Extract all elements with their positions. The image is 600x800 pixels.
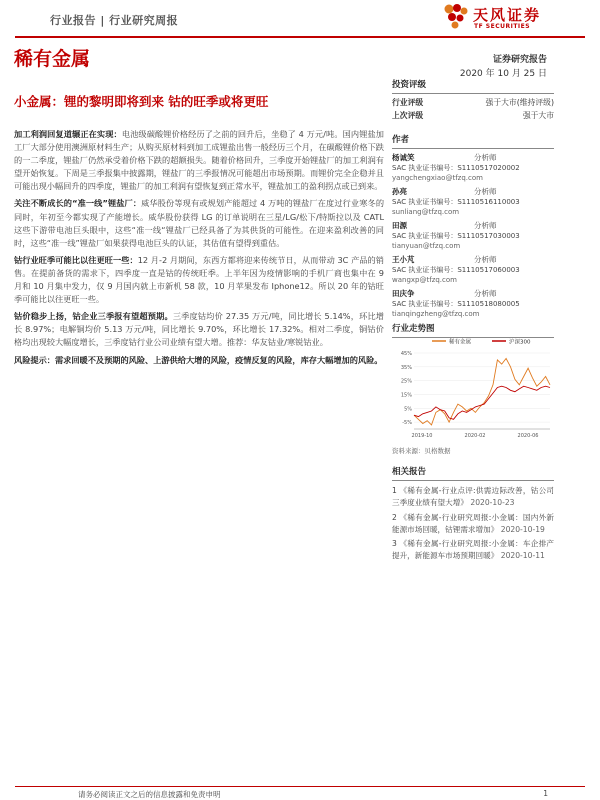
paragraph: 加工利润回复道辗正在实现：电池级碳酸锂价格经历了之前的回升后，坐稳了 4 万元/吨。国内锂盐加工厂大部分使用澳洲原材料生产；从购买原材料到加工成锂盐出售一般经历三个月，在碳酸锂价格下跌的一二季度，锂盐厂仍然承受着价格下跌的超额损失。随着价格回升，三季度开始锂盐厂的加工利润有望开始恢复。下周是三季报集中披露期，锂盐厂的三季报情况可能超出市场预期。而锂价完全企稳并且可能出现小幅回升的四季度，锂盐厂的加工利润有望恢复到正常水平，锂盐加工的盈利拐点或已到来。 (14, 129, 384, 192)
related-heading: 相关报告 (392, 465, 554, 481)
report-body (14, 128, 384, 371)
related-title: 《稀有金属-行业研究周报:小金属：车企排产提升，新能源车市场预期回暖》 (392, 539, 555, 561)
paragraph: 钴行业旺季可能比以往更旺一些：12 月-2 月期间，东西方都将迎来传统节日，从而带动 3C 产品的销售。在提前备货的需求下，四季度一直是钴的传统旺季。上半年因为疫情影响的手机厂商也集中在 9 月和 10 月集中发力，仅 9 月国内就上市新机 58 款，10 月苹果发布 Iphone12。所以 20 年的钴旺季可能比以往更旺一些。 (14, 254, 384, 305)
analyst-name: 孙亮 (392, 187, 407, 196)
legend-label: 稀有金属 (449, 339, 472, 346)
paragraph: 关注不断成长的“准一线”锂盐厂：威华股份等现有或规划产能超过 4 万吨的锂盐厂在度过行业寒冬的同时，年初至今都实现了产能增长。威华股份获得 LG 的订单说明在三星/LG/松下/特斯拉以及 CATL 这些下游带电池巨头眼中，这些“准一线“锂盐厂已经具备了为其供货的可能性。在迎来盈利改善的同时，这些“准一线”锂盐厂如果获得电池巨头的认证，其估值有望得到重估。 (14, 198, 385, 248)
analyst-email[interactable]: tianqingzheng@tfzq.com (392, 310, 480, 318)
report-type: 证券研究报告 (492, 55, 547, 65)
analyst-role: 分析师 (474, 153, 497, 162)
logo-icon (443, 3, 469, 29)
rating-heading: 投资评级 (392, 78, 554, 94)
related-date: 2020-10-19 (500, 524, 545, 534)
analyst-role: 分析师 (474, 289, 497, 298)
rating-panel (392, 78, 554, 122)
analyst-email[interactable]: sunliang@tfzq.com (392, 208, 460, 216)
logo-text-en: TF SECURITIES (474, 23, 531, 30)
analyst-entry (392, 221, 554, 251)
footer-divider (15, 786, 585, 787)
x-tick-label: 2019-10 (411, 433, 433, 439)
report-category: 行业报告 | 行业研究周报 (50, 14, 179, 27)
y-tick-label: 45% (400, 351, 412, 357)
analyst-role: 分析师 (474, 187, 497, 196)
page-number: 1 (543, 789, 548, 798)
legend-label: 沪深300 (509, 339, 531, 346)
industry-rating: 行业评级 强于大市(维持评级) (392, 98, 554, 107)
analyst-name: 王小芃 (392, 255, 415, 264)
analyst-license: SAC 执业证书编号：S1110517030003 (392, 232, 520, 240)
chart-source: 资料来源：贝格数据 (392, 447, 451, 455)
analyst-name: 田庆争 (392, 289, 415, 298)
analyst-license: SAC 执业证书编号：S1110517060003 (392, 266, 520, 274)
analyst-email[interactable]: tianyuan@tfzq.com (392, 242, 461, 250)
y-tick-label: -5% (402, 420, 412, 427)
analyst-role: 分析师 (474, 255, 497, 264)
analyst-license: SAC 执业证书编号：S1110516110003 (392, 198, 520, 206)
report-date: 2020 年 10 月 25 日 (459, 69, 547, 79)
analyst-email[interactable]: wangxp@tfzq.com (392, 276, 457, 284)
x-tick-label: 2020-06 (517, 433, 539, 439)
related-num: 2 (392, 512, 397, 522)
analyst-name: 杨诚笑 (392, 153, 415, 162)
header-divider (15, 36, 585, 38)
disclaimer: 请务必阅读正文之后的信息披露和免责申明 (78, 790, 221, 799)
paragraph: 钴价稳步上扬，钴企业三季报有望超预期。三季度钴均价 27.35 万元/吨，同比增长 5.14%，环比增长 8.97%；电解铜均价 5.13 万元/吨，同比增长 9.70%，环比增长 17.32%。相对二季度，铜钴价格均出现较大幅度增长，三季度钴行业公司业绩有望大增。推荐：华友钴业/寒锐钴业。 (14, 311, 384, 348)
analyst-license: SAC 执业证书编号：S1110518080005 (392, 300, 520, 308)
authors-panel (392, 133, 554, 319)
logo-text-cn: 天风证券 (473, 6, 542, 24)
y-tick-label: 35% (400, 364, 412, 371)
analyst-name: 田源 (392, 221, 407, 230)
series-line (414, 386, 550, 419)
related-num: 3 (392, 539, 397, 549)
x-tick-label: 2020-02 (464, 433, 486, 439)
related-report-item[interactable] (392, 485, 554, 510)
report-title: 小金属：锂的黎明即将到来 钴的旺季或将更旺 (14, 94, 269, 109)
analyst-entry (392, 153, 554, 183)
sector-name: 稀有金属 (14, 48, 91, 70)
related-date: 2020-10-23 (470, 498, 515, 508)
y-tick-label: 5% (404, 406, 412, 413)
previous-rating: 上次评级 强于大市 (392, 111, 554, 120)
authors-heading: 作者 (392, 133, 554, 149)
related-date: 2020-10-11 (500, 551, 545, 561)
analyst-entry (392, 289, 554, 319)
analyst-entry (392, 187, 554, 217)
y-tick-label: 25% (400, 378, 412, 385)
related-title: 《稀有金属-行业点评:供需边际改善，钴公司三季度业绩有望大增》 (392, 486, 555, 508)
company-logo (443, 2, 583, 36)
related-num: 1 (392, 486, 397, 495)
analyst-entry (392, 255, 554, 285)
analyst-email[interactable]: yangchengxiao@tfzq.com (392, 174, 483, 182)
related-title: 《稀有金属-行业研究周报:小金属：国内外新能源市场回暖，钴锂需求增加》 (392, 512, 555, 534)
y-tick-label: 15% (400, 392, 412, 399)
trend-heading: 行业走势图 (392, 322, 554, 338)
analyst-license: SAC 执业证书编号：S1110517020002 (392, 164, 520, 172)
related-reports (392, 465, 554, 565)
analyst-role: 分析师 (474, 221, 497, 230)
risk-warning: 风险提示：需求回暖不及预期的风险、上游供给大增的风险，疫情反复的风险，库存大幅增加的风险。 (14, 354, 383, 365)
series-line (414, 359, 550, 425)
related-report-item[interactable] (392, 512, 554, 537)
trend-chart (392, 333, 554, 443)
related-report-item[interactable] (392, 538, 554, 563)
